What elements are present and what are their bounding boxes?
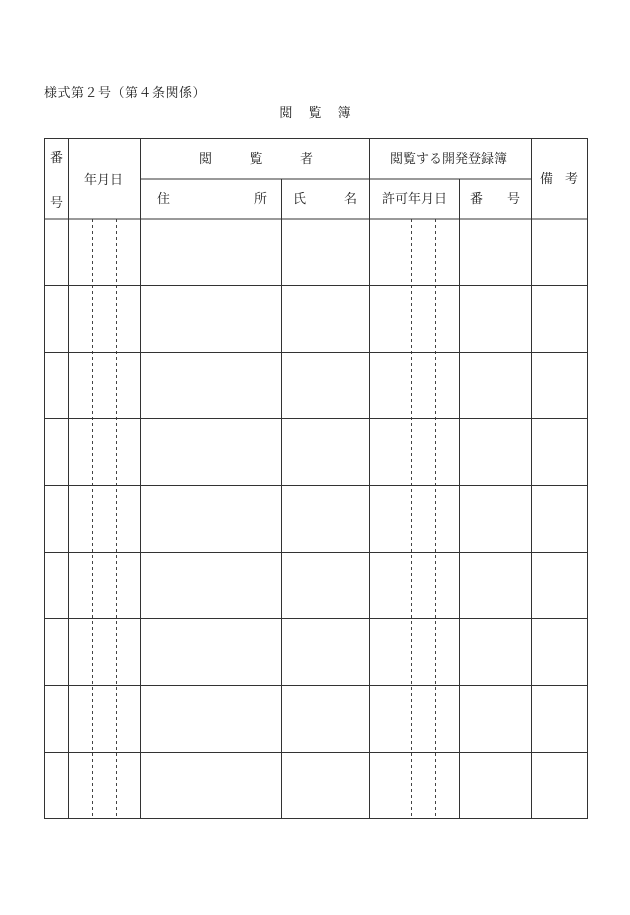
address-char-2: 所: [253, 192, 267, 207]
title-char-1: 閲: [279, 106, 293, 121]
remarks-char-2: 考: [564, 172, 578, 187]
header-number-bottom: 号: [50, 196, 64, 211]
name-char-1: 氏: [293, 192, 307, 207]
viewer-char-3: 者: [299, 152, 313, 167]
header-name: [293, 193, 357, 206]
title-char-2: 覧: [308, 106, 322, 121]
table-row[interactable]: [44, 352, 588, 419]
table-row[interactable]: [44, 286, 588, 353]
table-row[interactable]: [44, 552, 588, 619]
table-row[interactable]: [44, 619, 588, 686]
address-char-1: 住: [157, 192, 171, 207]
document-title: [250, 102, 380, 121]
header-viewer: [199, 153, 313, 166]
table-row[interactable]: [44, 686, 588, 753]
table-row[interactable]: [44, 219, 588, 286]
title-char-3: 簿: [337, 106, 351, 121]
viewer-char-1: 閲: [199, 152, 213, 167]
header-number-top: 番: [50, 151, 64, 166]
table-body: [44, 219, 588, 819]
header-registry-number: [470, 193, 520, 206]
header-remarks: [540, 173, 578, 186]
registry-number-char-1: 番: [470, 192, 484, 207]
header-address: [157, 193, 267, 206]
name-char-2: 名: [343, 192, 357, 207]
remarks-char-1: 備: [540, 172, 554, 187]
form-number: 様式第２号（第４条関係）: [44, 86, 207, 101]
header-date: 年月日: [84, 173, 124, 188]
viewer-char-2: 覧: [249, 152, 263, 167]
table-row[interactable]: [44, 752, 588, 819]
viewing-register-table: [44, 138, 588, 819]
registry-number-char-2: 号: [506, 192, 520, 207]
header-permit-date: 許可年月日: [382, 192, 448, 207]
table-row[interactable]: [44, 486, 588, 553]
header-registry: 閲覧する開発登録簿: [390, 152, 508, 167]
table-row[interactable]: [44, 419, 588, 486]
